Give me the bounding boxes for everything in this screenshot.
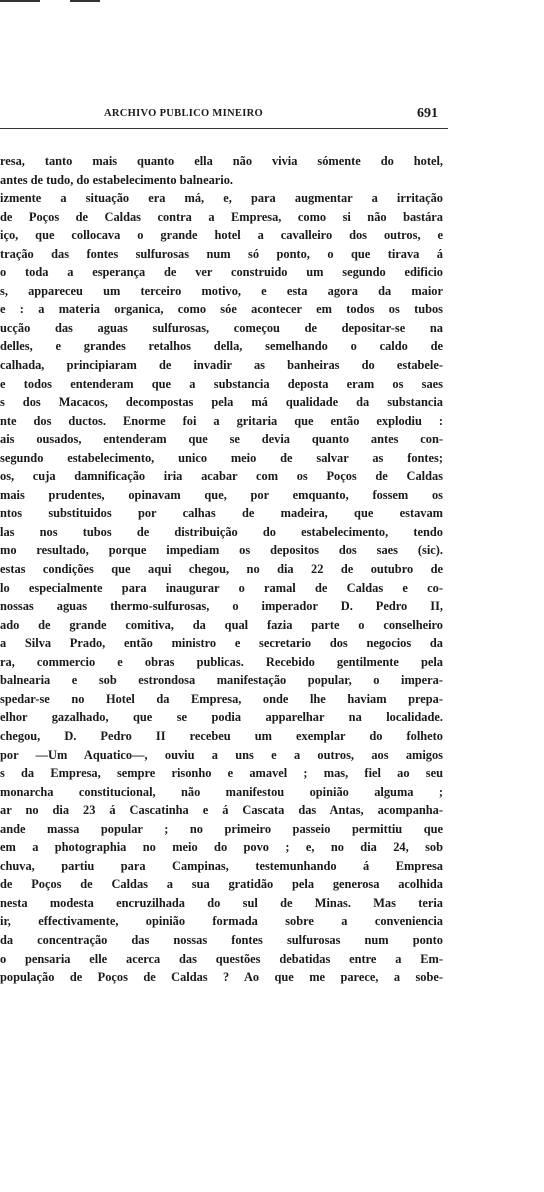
text-line: população de Poços de Caldas ? Ao que me parece, a sobe- <box>0 970 443 985</box>
text-line: izmente a situação era má, e, para augmentar a irritação <box>0 191 443 206</box>
text-line: ucção das aguas sulfurosas, começou de depositar-se na <box>0 320 443 335</box>
text-line: tração das fontes sulfurosas num só ponto, o que tirava á <box>0 246 443 261</box>
text-line: de Poços de Caldas a sua gratidão pela generosa acolhida <box>0 877 443 892</box>
text-line: em a photographia no meio do povo ; e, no dia 24, sob <box>0 840 443 855</box>
text-line: chuva, partiu para Campinas, testemunhando á Empresa <box>0 858 443 873</box>
text-line: delles, e grandes retalhos della, semelhando o caldo de <box>0 339 443 354</box>
body-text <box>0 152 443 987</box>
text-line: segundo estabelecimento, unico meio de salvar as fontes; <box>0 450 443 465</box>
text-line: os, cuja damnificação iria acabar com os Poços de Caldas <box>0 469 443 484</box>
page-header <box>0 106 544 126</box>
text-line: estas condições que aqui chegou, no dia 22 de outubro de <box>0 562 443 577</box>
text-line: spedar-se no Hotel da Empresa, onde lhe haviam prepa- <box>0 691 443 706</box>
text-line: elhor gazalhado, que se podia apparelhar na localidade. <box>0 710 443 725</box>
text-line: de Poços de Caldas contra a Empresa, como si não bastára <box>0 209 443 224</box>
text-line: ande massa popular ; no primeiro passeio permittiu que <box>0 821 443 836</box>
text-line: s da Empresa, sempre risonho e amavel ; mas, fiel ao seu <box>0 766 443 781</box>
text-line: lo especialmente para inaugurar o ramal de Caldas e co- <box>0 580 443 595</box>
text-line: s, appareceu um terceiro motivo, e esta agora da maior <box>0 283 443 298</box>
text-line: resa, tanto mais quanto ella não vivia sómente do hotel, <box>0 154 443 168</box>
text-line: nesta modesta encruzilhada do sul de Minas. Mas teria <box>0 895 443 910</box>
text-line: antes de tudo, do estabelecimento balneario. <box>0 172 234 187</box>
text-line: por —Um Aquatico—, ouviu a uns e a outros, aos amigos <box>0 747 443 762</box>
text-line: monarcha constitucional, não manifestou opinião alguma ; <box>0 784 443 799</box>
text-line: las nos tubos de distribuição do estabelecimento, tendo <box>0 524 443 539</box>
top-edge-rule <box>70 0 100 2</box>
text-line: nossas aguas thermo-sulfurosas, o imperador D. Pedro II, <box>0 599 443 614</box>
text-line: nte dos ductos. Enorme foi a gritaria que então explodiu : <box>0 413 443 428</box>
text-line: ra, commercio e obras publicas. Recebido gentilmente pela <box>0 654 443 669</box>
text-line: o toda a esperança de ver construido um segundo edificio <box>0 265 443 280</box>
text-line: mo resultado, porque impediam os depositos dos saes (sic). <box>0 543 443 558</box>
text-line: ado de grande comitiva, da qual fazia parte o conselheiro <box>0 617 443 632</box>
text-line: e : a materia organica, como sóe acontecer em todos os tubos <box>0 302 443 317</box>
text-line: calhada, principiaram de invadir as banheiras do estabele- <box>0 358 443 373</box>
text-line: ais ousados, entenderam que se devia quanto antes con- <box>0 432 443 447</box>
text-line: balnearia e sob estrondosa manifestação popular, o impera- <box>0 673 443 688</box>
top-edge-rule <box>0 0 40 2</box>
text-line: mais prudentes, opinavam que, por emquanto, fossem os <box>0 487 443 502</box>
page-number: 691 <box>417 106 438 121</box>
text-line: da concentração das nossas fontes sulfurosas num ponto <box>0 932 443 947</box>
text-line: e todos entenderam que a substancia deposta eram os saes <box>0 376 443 391</box>
text-line: s dos Macacos, decompostas pela má qualidade da substancia <box>0 395 443 410</box>
header-rule <box>0 128 448 129</box>
text-line: ar no dia 23 á Cascatinha e á Cascata das Antas, acompanha- <box>0 803 443 818</box>
text-line: iço, que collocava o grande hotel a cavalleiro dos outros, e <box>0 228 443 243</box>
text-line: ntos substituidos por calhas de madeira, que estavam <box>0 506 443 521</box>
text-line: ir, effectivamente, opinião formada sobre a conveniencia <box>0 914 443 929</box>
text-line: a Silva Prado, então ministro e secretario dos negocios da <box>0 636 443 651</box>
text-line: chegou, D. Pedro II recebeu um exemplar do folheto <box>0 728 443 743</box>
running-title: ARCHIVO PUBLICO MINEIRO <box>104 108 263 119</box>
text-line: o pensaria elle acerca das questões debatidas entre a Em- <box>0 951 443 966</box>
